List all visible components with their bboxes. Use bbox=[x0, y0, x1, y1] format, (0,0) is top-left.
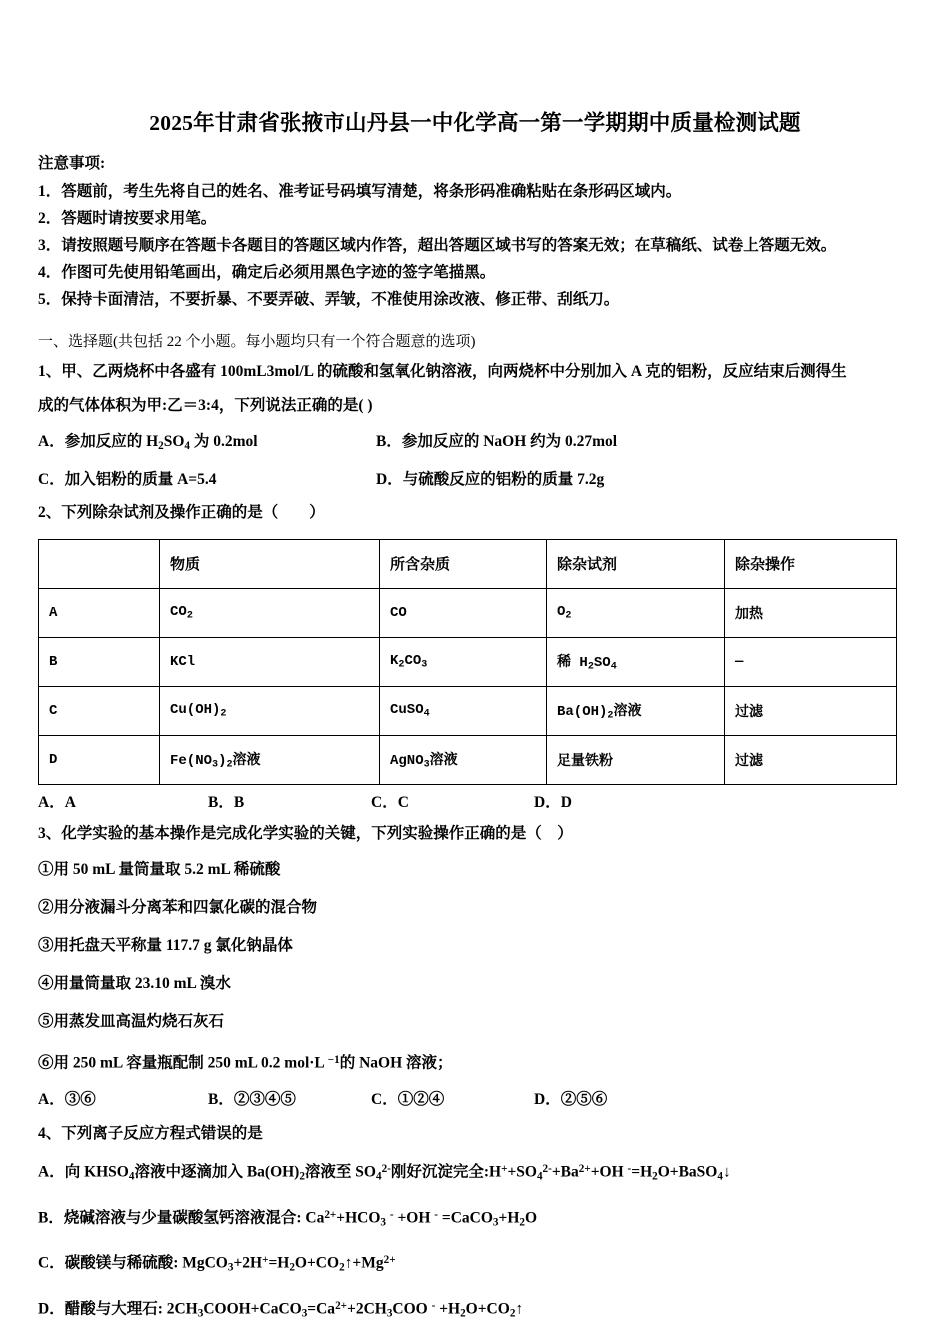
row-impurity: CuSO$_4$ bbox=[380, 686, 547, 735]
spacer bbox=[38, 313, 918, 329]
question-1-option-b[interactable]: B．参加反应的 NaOH 约为 0.27mol bbox=[376, 433, 618, 450]
table-row bbox=[39, 637, 897, 686]
question-3-option-a[interactable]: A．③⑥ bbox=[38, 1091, 96, 1109]
row-label: B bbox=[39, 637, 160, 686]
question-1-option-c[interactable]: C．加入铝粉的质量 A=5.4 bbox=[38, 470, 217, 488]
notice-item: 1．答题前，考生先将自己的姓名、准考证号码填写清楚，将条形码准确粘贴在条形码区域内。 bbox=[38, 183, 682, 200]
section-heading: 一、选择题(共包括 22 个小题。每小题均只有一个符合题意的选项) bbox=[38, 334, 476, 350]
question-3-item: ④用量筒量取 23.10 mL 溴水 bbox=[38, 974, 231, 992]
notice-item: 4．作图可先使用铅笔画出，确定后必须用黑色字迹的签字笔描黑。 bbox=[38, 264, 496, 281]
question-4-option-a[interactable]: A．向 $KHSO_4$溶液中逐滴加入 $Ba(OH)_2$溶液至 $SO_4^{2-}$刚好沉淀完全$:H^++SO_4^{2-}+Ba^{2+}+OH$ $^-=H_2O+BaSO_4↓$ bbox=[38, 1163, 731, 1183]
question-3-item: ⑥用 250 mL 容量瓶配制 250 mL 0.2 mol·L $^{-1}$的 NaOH 溶液； bbox=[38, 1053, 453, 1072]
table-header-reagent: 除杂试剂 bbox=[547, 539, 725, 588]
table-row bbox=[39, 735, 897, 784]
question-3-option-b[interactable]: B．②③④⑤ bbox=[208, 1091, 296, 1109]
question-3-item: ③用托盘天平称量 117.7 g 氯化钠晶体 bbox=[38, 936, 293, 954]
question-1-options-row-1 bbox=[38, 425, 918, 463]
question-3-item: ①用 50 mL 量筒量取 5.2 mL 稀硫酸 bbox=[38, 860, 281, 878]
table-row bbox=[39, 588, 897, 637]
document-body bbox=[38, 150, 918, 1332]
question-4-option-b[interactable]: B．烧碱溶液与少量碳酸氢钙溶液混合: $Ca^{2+}+HCO_3$ - +OH $^- =CaCO_3+H_2O$ bbox=[38, 1208, 538, 1229]
row-operation: 过滤 bbox=[725, 686, 897, 735]
question-2-option-d[interactable]: D．D bbox=[534, 793, 572, 811]
question-2-option-c[interactable]: C．C bbox=[371, 793, 409, 811]
row-operation: — bbox=[725, 637, 897, 686]
notice-item: 2．答题时请按要求用笔。 bbox=[38, 210, 217, 227]
question-3-option-c[interactable]: C．①②④ bbox=[371, 1091, 445, 1109]
row-substance: $CO_2$ bbox=[160, 588, 380, 637]
row-label: D bbox=[39, 735, 160, 784]
row-substance: $Fe(NO_3)_2$溶液 bbox=[160, 735, 380, 784]
row-substance: KCl bbox=[160, 637, 380, 686]
question-3-item: ②用分液漏斗分离苯和四氯化碳的混合物 bbox=[38, 898, 318, 916]
row-impurity: CO bbox=[380, 588, 547, 637]
question-1-option-d[interactable]: D．与硫酸反应的铝粉的质量 7.2g bbox=[376, 470, 605, 488]
question-3-item: ⑤用蒸发皿高温灼烧石灰石 bbox=[38, 1012, 225, 1030]
table-header-operation: 除杂操作 bbox=[725, 539, 897, 588]
table-header-index bbox=[39, 539, 160, 588]
row-impurity: AgNO$_3$溶液 bbox=[380, 735, 547, 784]
row-reagent: $Ba(OH)_2$溶液 bbox=[547, 686, 725, 735]
row-impurity: $K_2CO_3$ bbox=[380, 637, 547, 686]
question-1-options-row-2 bbox=[38, 463, 918, 496]
purification-table bbox=[38, 539, 897, 785]
table-header-substance: 物质 bbox=[160, 539, 380, 588]
question-4-option-c[interactable]: C．碳酸镁与稀硫酸: $MgCO_3+2H^+=H_2O+CO_2↑+Mg^{2+}$ bbox=[38, 1254, 396, 1274]
question-1-option-a[interactable]: A．参加反应的 $H_2SO_4$ 为 0.2mol bbox=[38, 433, 258, 452]
question-4-option-d[interactable]: D．醋酸与大理石: $2CH_3COOH+CaCO_3=Ca^{2+}+2CH_3COO$ $^- +H_2O+CO_2↑$ bbox=[38, 1299, 524, 1320]
question-2-option-a[interactable]: A．A bbox=[38, 793, 76, 811]
table-header-impurity: 所含杂质 bbox=[380, 539, 547, 588]
question-2-answer-row bbox=[38, 789, 918, 817]
question-4-stem: 4、下列离子反应方程式错误的是 bbox=[38, 1125, 263, 1143]
notice-heading: 注意事项: bbox=[38, 155, 106, 172]
row-substance: $Cu(OH)_2$ bbox=[160, 686, 380, 735]
row-label: A bbox=[39, 588, 160, 637]
row-reagent: 足量铁粉 bbox=[547, 735, 725, 784]
question-1-stem-line-2: 成的气体体积为甲:乙＝3:4，下列说法正确的是( ) bbox=[38, 397, 373, 414]
question-3-stem: 3、化学实验的基本操作是完成化学实验的关键，下列实验操作正确的是（ ） bbox=[38, 824, 573, 842]
row-operation: 过滤 bbox=[725, 735, 897, 784]
row-operation: 加热 bbox=[725, 588, 897, 637]
notice-item: 3．请按照题号顺序在答题卡各题目的答题区域内作答，超出答题区域书写的答案无效；在草稿纸、试卷上答题无效。 bbox=[38, 237, 837, 254]
notice-item: 5．保持卡面清洁，不要折暴、不要弄破、弄皱，不准使用涂改液、修正带、刮纸刀。 bbox=[38, 291, 620, 308]
question-2-stem: 2、下列除杂试剂及操作正确的是（ ） bbox=[38, 503, 325, 521]
question-3-option-d[interactable]: D．②⑤⑥ bbox=[534, 1091, 608, 1109]
table-row bbox=[39, 686, 897, 735]
row-reagent: $O_2$ bbox=[547, 588, 725, 637]
page-title: 2025年甘肃省张掖市山丹县一中化学高一第一学期期中质量检测试题 bbox=[149, 111, 801, 135]
row-reagent: 稀 $H_2SO_4$ bbox=[547, 637, 725, 686]
question-1-stem-line-1: 1、甲、乙两烧杯中各盛有 100mL3mol/L 的硫酸和氢氧化钠溶液，向两烧杯中分别加入 A 克的铝粉，反应结束后测得生 bbox=[38, 363, 847, 380]
row-label: C bbox=[39, 686, 160, 735]
question-3-answer-row bbox=[38, 1082, 918, 1118]
question-2-option-b[interactable]: B．B bbox=[208, 793, 245, 811]
table-header-row bbox=[39, 539, 897, 588]
